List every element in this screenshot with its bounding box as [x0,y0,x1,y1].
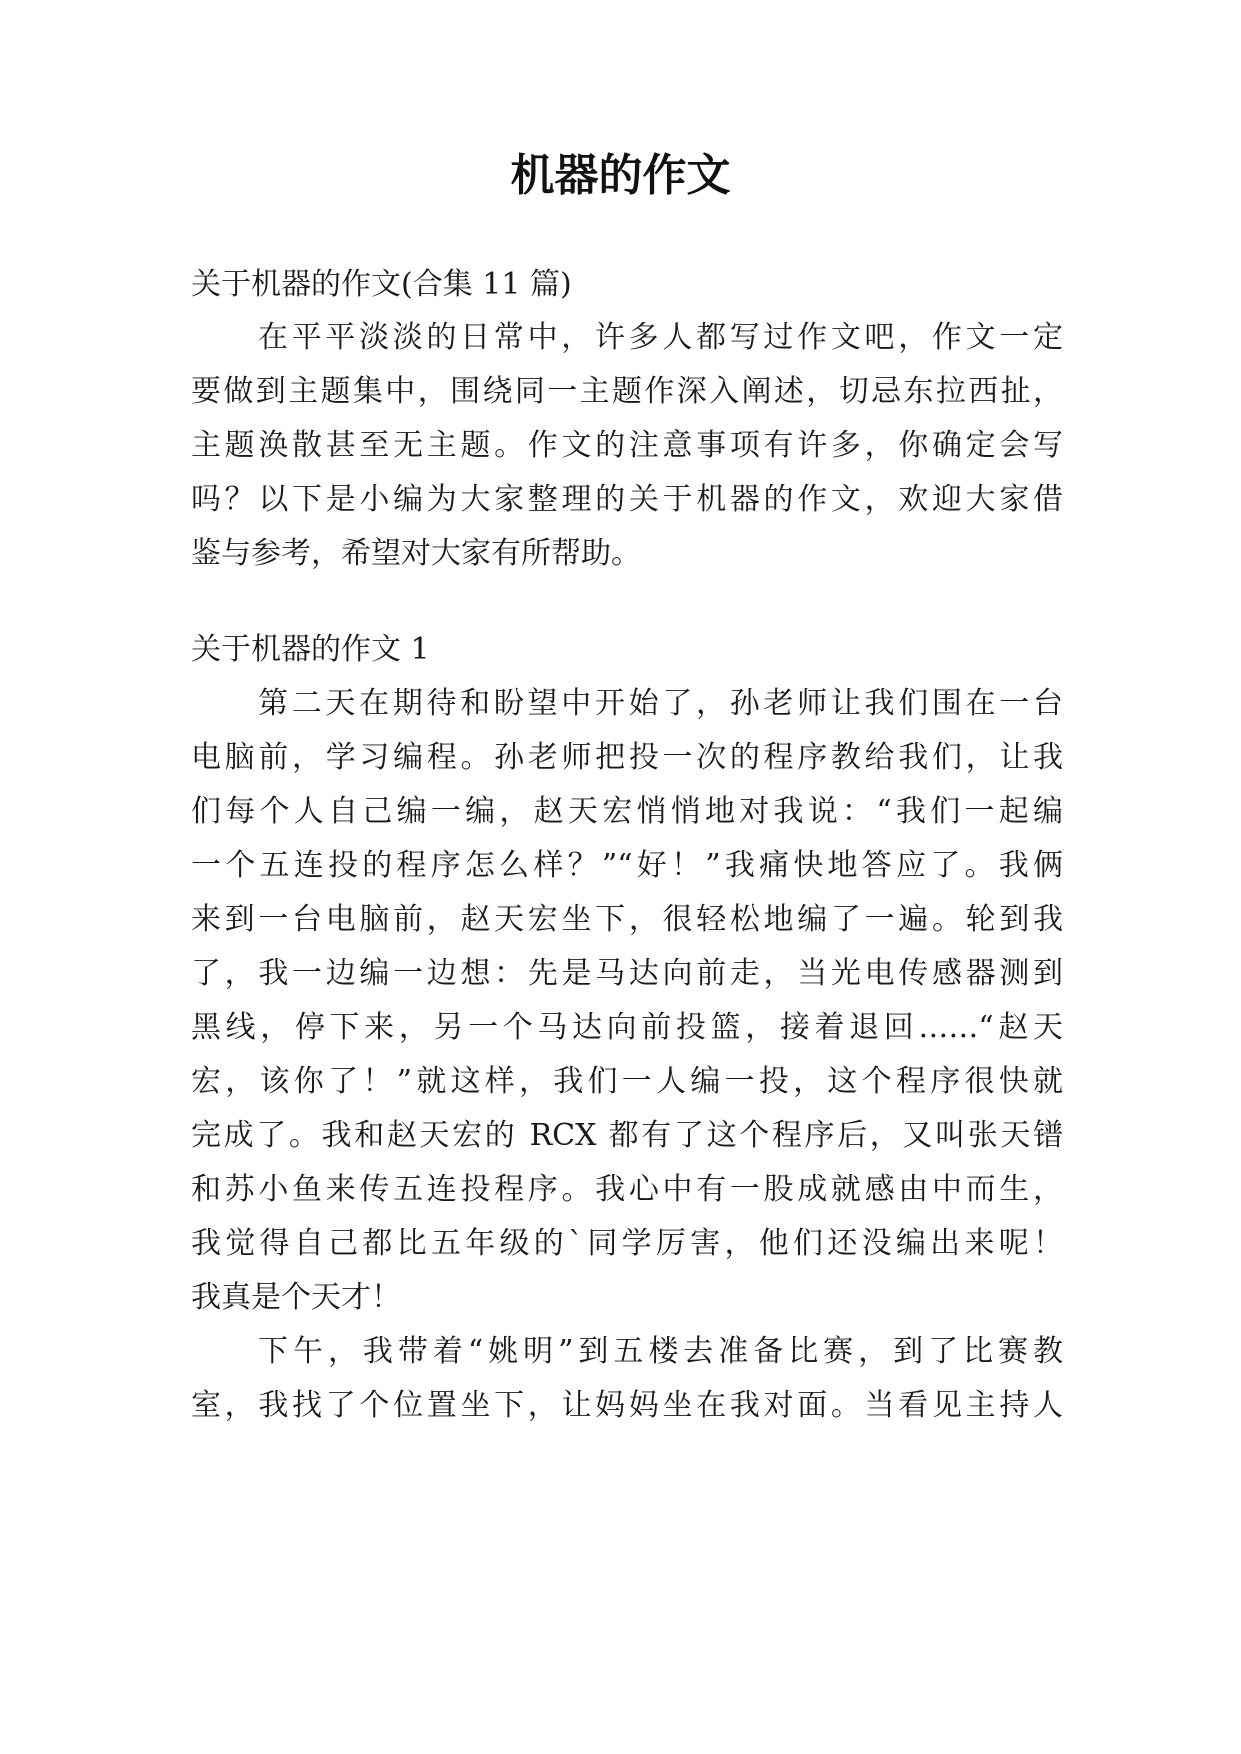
intro-line: 鉴与参考，希望对大家有所帮助。 [191,536,641,571]
essay1-line: 和苏小鱼来传五连投程序。我心中有一股成就感由中而生， [191,1172,1063,1207]
intro-heading: 关于机器的作文(合集 11 篇) [191,267,572,302]
document-title: 机器的作文 [510,150,731,201]
essay1-heading: 关于机器的作文 1 [191,632,430,667]
essay1-line: 完成了。我和赵天宏的 RCX 都有了这个程序后，又叫张天镨 [191,1118,1063,1153]
essay1-line: 第二天在期待和盼望中开始了，孙老师让我们围在一台 [258,686,1063,721]
essay1-line: 我真是个天才！ [191,1280,401,1315]
essay1-line: 了，我一边编一边想：先是马达向前走，当光电传感器测到 [191,956,1063,991]
intro-line: 要做到主题集中，围绕同一主题作深入阐述，切忌东拉西扯， [191,374,1063,409]
essay1-line: 们每个人自己编一编，赵天宏悄悄地对我说：“我们一起编 [191,794,1063,829]
essay1-line: 电脑前，学习编程。孙老师把投一次的程序教给我们，让我 [191,740,1063,775]
essay1-line: 来到一台电脑前，赵天宏坐下，很轻松地编了一遍。轮到我 [191,902,1063,937]
intro-line: 主题涣散甚至无主题。作文的注意事项有许多，你确定会写 [191,428,1063,463]
essay1-line: 宏，该你了！”就这样，我们一人编一投，这个程序很快就 [191,1064,1063,1099]
essay1-line: 黑线，停下来，另一个马达向前投篮，接着退回……“赵天 [191,1010,1063,1045]
essay1-line: 我觉得自己都比五年级的`同学厉害，他们还没编出来呢！ [191,1226,1063,1261]
intro-line: 在平平淡淡的日常中，许多人都写过作文吧，作文一定 [258,320,1063,355]
essay1-line: 室，我找了个位置坐下，让妈妈坐在我对面。当看见主持人 [191,1388,1063,1423]
essay1-line: 一个五连投的程序怎么样？”“好！”我痛快地答应了。我俩 [191,848,1063,883]
essay1-line: 下午，我带着“姚明”到五楼去准备比赛，到了比赛教 [258,1334,1063,1369]
intro-line: 吗？以下是小编为大家整理的关于机器的作文，欢迎大家借 [191,482,1063,517]
